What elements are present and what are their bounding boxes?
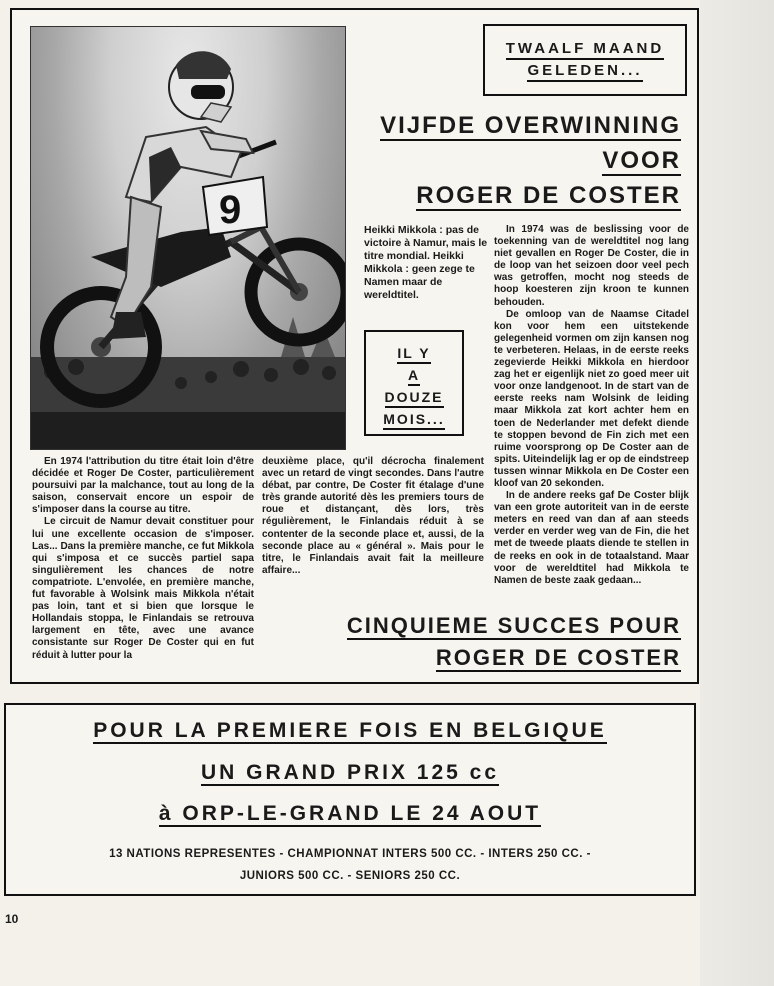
headline-fr-line-1: CINQUIEME SUCCES POUR [346, 613, 681, 638]
rider-illustration [31, 27, 346, 450]
article-nl-paragraph: In 1974 was de beslissing voor de toekenning van de wereldtitel nog lang niet gevallen en Roger De Coster, die in de loop van het seizoen door veel pech was getroffen, mocht nog steeds de hoop koesteren zijn kroon te kunnen behouden. [494, 224, 689, 308]
article-fr-paragraph: Le circuit de Namur devait constituer pour lui une excellente occasion de s'imposer. Las... Dans la première manche, ce fut Mikkola qui s'imposa et ce succès partiel sapa singulièrement les chances de notre compatriote. L'envolée, en première manche, fut favorable à Wolsink mais Mikkola n'était pas loin, tant et si bien que lorsque le Hollandais stoppa, le Finlandais se retrouva largement en tête, avec une avance consistante sur Roger De Coster qui en fut réduit à lutter pour la [32, 516, 254, 661]
event-line-2: UN GRAND PRIX 125 cc [200, 761, 500, 784]
headline-fr [241, 610, 681, 674]
event-line-1: POUR LA PREMIERE FOIS EN BELGIQUE [93, 719, 607, 742]
headline-fr-line-2: ROGER DE COSTER [435, 645, 681, 670]
ilya-line-4: MOIS... [383, 411, 444, 430]
twaalf-line-1: TWAALF MAAND [506, 40, 664, 60]
headline-nl-line-3: ROGER DE COSTER [416, 182, 681, 209]
ilya-line-1: IL Y [397, 345, 430, 364]
event-line-3: à ORP-LE-GRAND LE 24 AOUT [158, 802, 542, 825]
headline-nl-line-2: VOOR [602, 147, 681, 174]
ilya-line-3: DOUZE [385, 389, 444, 408]
event-line-4: 13 NATIONS REPRESENTES - CHAMPIONNAT INTERS 500 CC. - INTERS 250 CC. - [109, 848, 591, 860]
event-line-5: JUNIORS 500 CC. - SENIORS 250 CC. [239, 870, 461, 882]
article-fr-column-2 [262, 456, 484, 577]
article-fr-paragraph: En 1974 l'attribution du titre était loin d'être décidée et Roger De Coster, particulièrement poursuivi par la malchance, tout au long de la saison, conservait encore un espoir de s'imposer dans la course au titre. [32, 456, 254, 516]
article-nl-paragraph: De omloop van de Naamse Citadel kon voor hem een uitstekende gelegenheid vormen om zijn kansen nog te verbeteren. Helaas, in de eerste reeks zegevierde Heikki Mikkola en hierdoor zag het er eigenlijk niet zo goed meer uit voor onze landgenoot. In de start van de eerste reeks nam Wolsink de leiding maar Mikkola zat kort achter hem en toen de Nederlander met defekt diende te stoppen bevond de Fin zich met een ruime voorsprong op De Coster aan de spits. Uiteindelijk lag er op de eindstreep tussen winnar Mikkola en De Coster een kloof van 20 sekonden. [494, 308, 689, 489]
race-plate-number: 9 [219, 188, 242, 232]
article-nl-column [494, 224, 689, 587]
article-box [10, 8, 699, 684]
motocross-photo [30, 26, 346, 450]
photo-caption: Heikki Mikkola : pas de victoire à Namur, mais le titre mondial. Heikki Mikkola : geen zege te Namen maar de wereldtitel. [364, 224, 488, 301]
il-y-a-douze-mois-box [364, 330, 464, 436]
page-number: 10 [5, 912, 19, 926]
article-fr-paragraph: deuxième place, qu'il décrocha finalement avec un retard de vingt secondes. Dans l'autre débat, par contre, De Coster fit étalage d'une très grande autorité dès les premiers tours de roue et distançant, dès lors, très régulièrement, le Finlandais réduit à se contenter de la seconde place et, aussi, de la seconde place au « général ». Mais pour le titre, le Finlandais avait fait la meilleure affaire... [262, 456, 484, 576]
headline-nl-line-1: VIJFDE OVERWINNING [380, 112, 681, 139]
twaalf-line-2: GELEDEN... [527, 62, 642, 82]
facing-page-bleed [700, 0, 774, 986]
headline-nl [351, 108, 681, 213]
event-announcement-box [4, 703, 696, 896]
article-fr-column-1 [32, 456, 254, 662]
twaalf-maand-box [483, 24, 687, 96]
ilya-line-2: A [408, 367, 420, 386]
article-nl-paragraph: In de andere reeks gaf De Coster blijk van een grote autoriteit van in de eerste meters en reed van dan af aan steeds verder en verder weg van de Fin, die het met de tweede plaats diende te stellen in de reeks en ook in de totaalstand. Maar voor de wereldtitel had Mikkola te Namen de beste zaak gedaan... [494, 490, 689, 586]
